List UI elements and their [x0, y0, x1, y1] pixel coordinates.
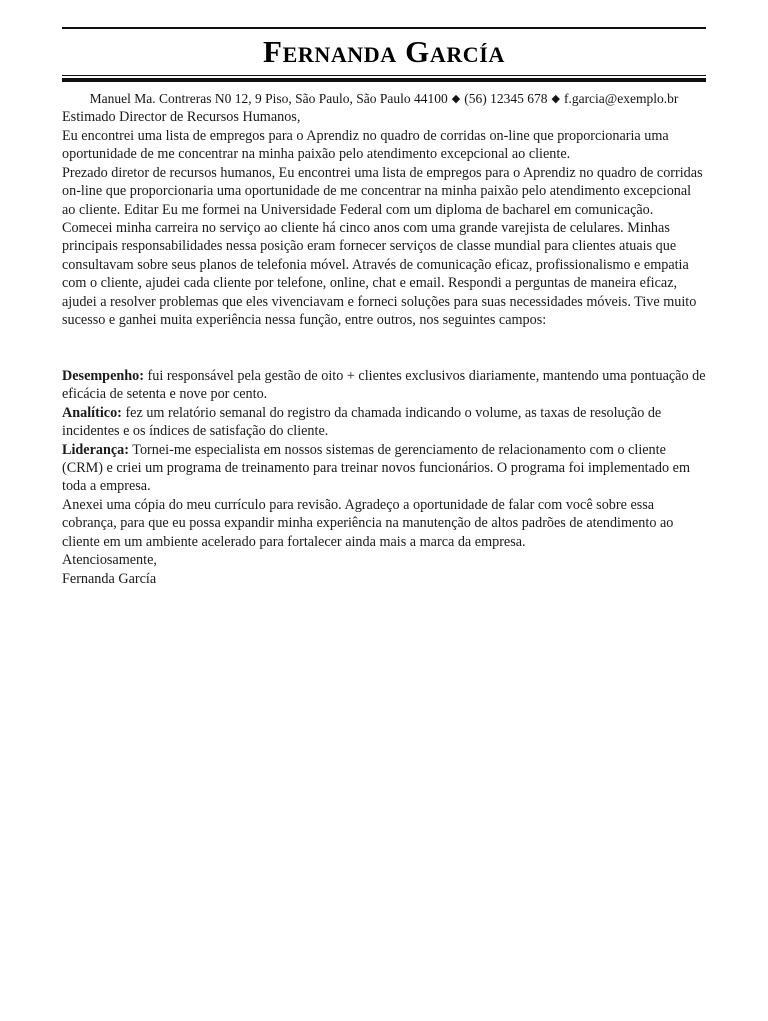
cover-letter-page — [0, 27, 768, 1021]
highlight-label: Desempenho: — [62, 367, 144, 384]
contact-email: f.garcia@exemplo.br — [563, 91, 679, 107]
letterhead — [0, 27, 768, 108]
closing-paragraph: Anexei uma cópia do meu currículo para revisão. Agradeço a oportunidade de falar com você sobre essa cobrança, para que eu possa expandir minha experiência na manutenção de altos padrões de atendimento ao cliente em um ambiente acelerado para fortalecer ainda mais a marca da empresa. — [62, 496, 674, 550]
highlight-item — [62, 441, 706, 496]
contact-phone: (56) 12345 678 — [464, 91, 548, 107]
main-body-paragraph: Prezado diretor de recursos humanos, Eu encontrei uma lista de empregos para o Aprendiz no quadro de corridas on-line que proporcionaria uma oportunidade de me concentrar na minha paixão pelo atendimento excepcional ao cliente. Editar Eu me formei na Universidade Federal com um diploma de bacharel em comunicação. Comecei minha carreira no serviço ao cliente há cinco anos com uma grande varejista de celulares. Minhas principais responsabilidades nessa posição eram fornecer serviços de classe mundial para clientes atuais que consultavam sobre seus planos de telefonia móvel. Através de comunicação eficaz, profissionalismo e empatia com o cliente, ajudei cada cliente por telefone, online, chat e email. Respondi a perguntas de maneira eficaz, ajudei a resolver problemas que eles vivenciavam e forneci soluções para suas necessidades móveis. Tive muito sucesso e ganhei muita experiência nessa função, entre outros, nos seguintes campos: — [62, 164, 703, 329]
highlights-list — [62, 367, 706, 496]
signoff: Atenciosamente, — [62, 552, 157, 569]
highlight-text: fez um relatório semanal do registro da chamada indicando o volume, as taxas de resolução de incidentes e os índices de satisfação do cliente. — [62, 404, 662, 440]
salutation: Estimado Director de Recursos Humanos, — [62, 109, 301, 126]
diamond-separator-icon: ◆ — [551, 93, 560, 106]
contact-address: Manuel Ma. Contreras N0 12, 9 Piso, São Paulo, São Paulo 44100 — [89, 91, 448, 107]
name-block — [62, 29, 706, 71]
applicant-name: Fernanda García — [263, 34, 505, 69]
highlight-label: Analítico: — [62, 404, 122, 421]
contact-line — [62, 82, 706, 108]
highlight-label: Liderança: — [62, 441, 129, 458]
highlight-text: fui responsável pela gestão de oito + clientes exclusivos diariamente, mantendo uma pontuação de eficácia de setenta e nove por cento. — [62, 367, 706, 403]
letter-body — [0, 108, 768, 588]
letterhead-double-rule — [62, 75, 706, 82]
intro-paragraph: Eu encontrei uma lista de empregos para o Aprendiz no quadro de corridas on-line que proporcionaria uma oportunidade de me concentrar na minha paixão pelo atendimento excepcional ao cliente. — [62, 127, 669, 163]
highlight-item — [62, 367, 706, 404]
highlight-item — [62, 404, 706, 441]
diamond-separator-icon: ◆ — [451, 93, 461, 106]
signature-name: Fernanda García — [62, 570, 157, 587]
highlight-text: Tornei-me especialista em nossos sistemas de gerenciamento de relacionamento com o cliente (CRM) e criei um programa de treinamento para treinar novos funcionários. O programa foi implementado em toda a empresa. — [62, 441, 690, 495]
